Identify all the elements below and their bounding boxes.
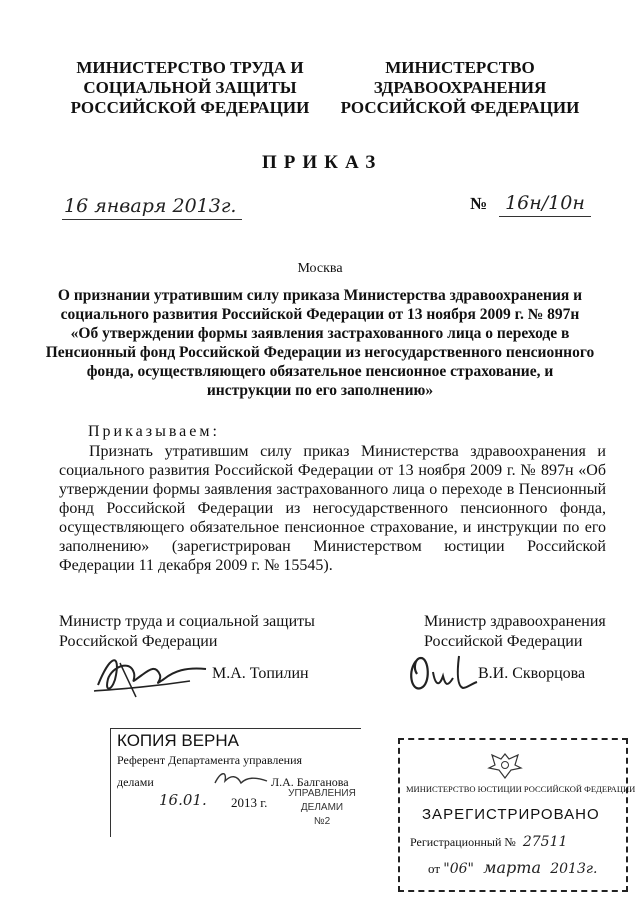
order-number-prefix: №	[470, 194, 488, 213]
stamp-copy-line2: делами	[117, 775, 154, 789]
stamp-copy-year: 2013 г.	[231, 795, 268, 810]
right-ministry-header	[340, 58, 580, 118]
heading-line: социального развития Российской Федерации от 13 ноября 2009 г. № 897н	[60, 306, 580, 323]
right-signatory-line: Министр здравоохранения	[424, 613, 606, 630]
order-command: Приказываем:	[88, 423, 220, 440]
coat-of-arms-icon	[485, 750, 525, 780]
registration-ministry: МИНИСТЕРСТВО ЮСТИЦИИ РОССИЙСКОЙ ФЕДЕРАЦИИ	[406, 784, 636, 794]
order-number: 16н/10н	[499, 192, 591, 217]
stamp-copy-seal	[281, 787, 363, 829]
seal-line: УПРАВЛЕНИЯ	[288, 788, 356, 799]
left-signatory-name: М.А. Топилин	[212, 665, 309, 682]
left-signature-icon	[90, 645, 210, 707]
registration-date-month: марта	[483, 858, 541, 877]
right-ministry-line: МИНИСТЕРСТВО	[385, 58, 535, 77]
heading-line: «Об утверждении формы заявления застрахованного лица о переходе в	[70, 325, 570, 342]
registration-status: ЗАРЕГИСТРИРОВАНО	[422, 806, 600, 823]
heading-line: фонда, осуществляющего обязательное пенсионное страхование, и	[86, 363, 554, 380]
registration-date-day: "06"	[443, 861, 474, 877]
copy-verified-stamp	[110, 728, 361, 837]
stamp-copy-date: 16.01.	[159, 791, 207, 809]
left-ministry-line: СОЦИАЛЬНОЙ ЗАЩИТЫ	[83, 78, 297, 97]
left-signatory-line: Российской Федерации	[59, 633, 218, 650]
city: Москва	[297, 261, 343, 276]
order-date: 16 января 2013г.	[62, 195, 242, 220]
registration-stamp	[398, 738, 636, 892]
left-ministry-header	[70, 58, 310, 118]
right-signature-icon	[405, 648, 485, 698]
order-heading	[40, 286, 600, 400]
order-paragraph: Признать утратившим силу приказ Министерства здравоохранения и социального развития Российской Федерации от 13 ноября 2009 г. № 897н «Об утверждении формы заявления застрахованного лица о переходе в Пенсионный фонд Российской Федерации из негосударственного пенсионного фонда, осуществляющего обязательное пенсионное страхование, и инструкции по его заполнению» (зарегистрирован Министерством юстиции Российской Федерации 11 декабря 2009 г. № 15545).	[59, 443, 606, 574]
right-signatory-line: Российской Федерации	[424, 633, 583, 650]
right-ministry-line: ЗДРАВООХРАНЕНИЯ	[373, 78, 547, 97]
stamp-copy-line1: Референт Департамента управления	[117, 753, 303, 767]
right-signatory-title	[424, 612, 606, 652]
heading-line: Пенсионный фонд Российской Федерации из негосударственного пенсионного	[45, 344, 595, 361]
registration-number-row	[410, 834, 567, 850]
registration-date-prefix: от	[428, 861, 441, 876]
document-title: ПРИКАЗ	[262, 152, 383, 173]
registration-number: 27511	[522, 834, 568, 850]
registration-date-year: 2013г.	[550, 861, 598, 877]
registration-date-row	[428, 858, 597, 877]
stamp-copy-title: КОПИЯ ВЕРНА	[117, 731, 240, 750]
right-ministry-line: РОССИЙСКОЙ ФЕДЕРАЦИИ	[340, 98, 580, 117]
copy-signature-icon	[211, 767, 271, 791]
left-signatory-line: Министр труда и социальной защиты	[59, 613, 315, 630]
right-signatory-name: В.И. Скворцова	[478, 665, 586, 682]
order-number-block	[470, 192, 591, 217]
registration-number-label: Регистрационный №	[410, 835, 516, 849]
seal-line: №2	[313, 816, 331, 827]
heading-line: инструкции по его заполнению»	[206, 382, 434, 399]
heading-line: О признании утратившим силу приказа Министерства здравоохранения и	[57, 287, 583, 304]
left-ministry-line: РОССИЙСКОЙ ФЕДЕРАЦИИ	[70, 98, 310, 117]
seal-line: ДЕЛАМИ	[300, 802, 344, 813]
left-ministry-line: МИНИСТЕРСТВО ТРУДА И	[76, 58, 304, 77]
stamp-copy-signer: Л.А. Балганова	[271, 775, 349, 789]
